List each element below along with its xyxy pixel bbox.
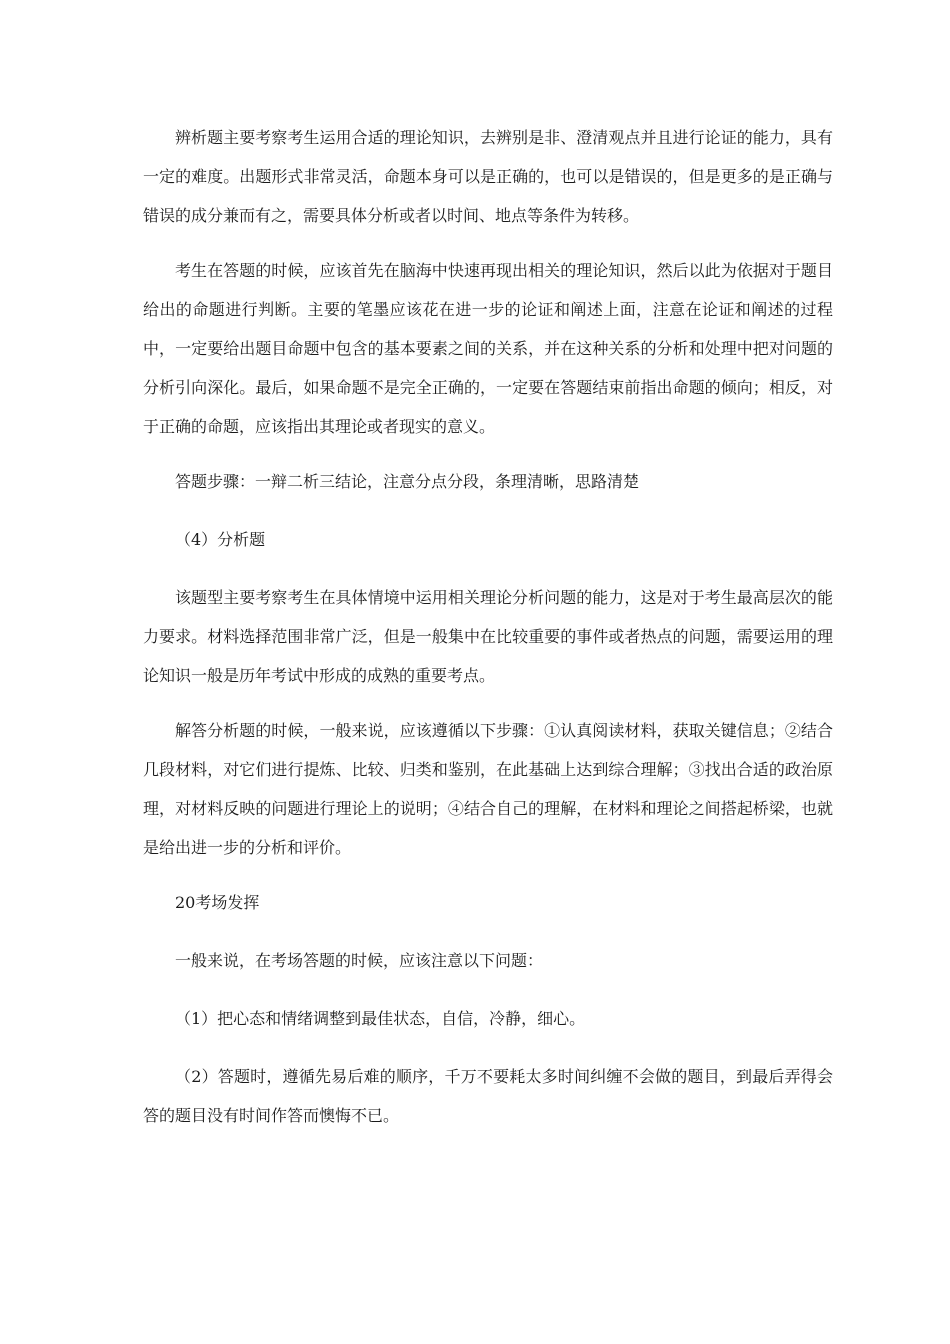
- list-item-exam-1: （1）把心态和情绪调整到最佳状态，自信，冷静，细心。: [175, 1009, 586, 1028]
- section-heading-analysis: （4）分析题: [175, 530, 266, 549]
- list-item-exam-2: （2）答题时，遵循先易后难的顺序，千万不要耗太多时间纠缠不会做的题目，到最后弄得会答的题目没有时间作答而懊悔不已。: [143, 1067, 833, 1125]
- paragraph-analysis-steps: 解答分析题的时候，一般来说，应该遵循以下步骤：①认真阅读材料，获取关键信息；②结合几段材料，对它们进行提炼、比较、归类和鉴别，在此基础上达到综合理解；③找出合适的政治原理，对材料反映的问题进行理论上的说明；④结合自己的理解，在材料和理论之间搭起桥梁，也就是给出进一步的分析和评价。: [143, 721, 833, 857]
- paragraph-analysis-intro: 该题型主要考察考生在具体情境中运用相关理论分析问题的能力，这是对于考生最高层次的能力要求。材料选择范围非常广泛，但是一般集中在比较重要的事件或者热点的问题，需要运用的理论知识一般是历年考试中形成的成熟的重要考点。: [143, 588, 833, 685]
- document-body: [143, 118, 833, 1151]
- paragraph-bianxi-intro: 辨析题主要考察考生运用合适的理论知识，去辨别是非、澄清观点并且进行论证的能力，具有一定的难度。出题形式非常灵活，命题本身可以是正确的，也可以是错误的，但是更多的是正确与错误的成分兼而有之，需要具体分析或者以时间、地点等条件为转移。: [143, 128, 833, 225]
- paragraph-exam-intro: 一般来说，在考场答题的时候，应该注意以下问题：: [175, 951, 544, 970]
- paragraph-bianxi-method: 考生在答题的时候，应该首先在脑海中快速再现出相关的理论知识，然后以此为依据对于题目给出的命题进行判断。主要的笔墨应该花在进一步的论证和阐述上面，注意在论证和阐述的过程中，一定要给出题目命题中包含的基本要素之间的关系，并在这种关系的分析和处理中把对问题的分析引向深化。最后，如果命题不是完全正确的，一定要在答题结束前指出命题的倾向；相反，对于正确的命题，应该指出其理论或者现实的意义。: [143, 261, 833, 436]
- section-heading-exam: 20考场发挥: [175, 893, 260, 912]
- paragraph-bianxi-steps: 答题步骤：一辩二析三结论，注意分点分段，条理清晰，思路清楚: [175, 472, 640, 491]
